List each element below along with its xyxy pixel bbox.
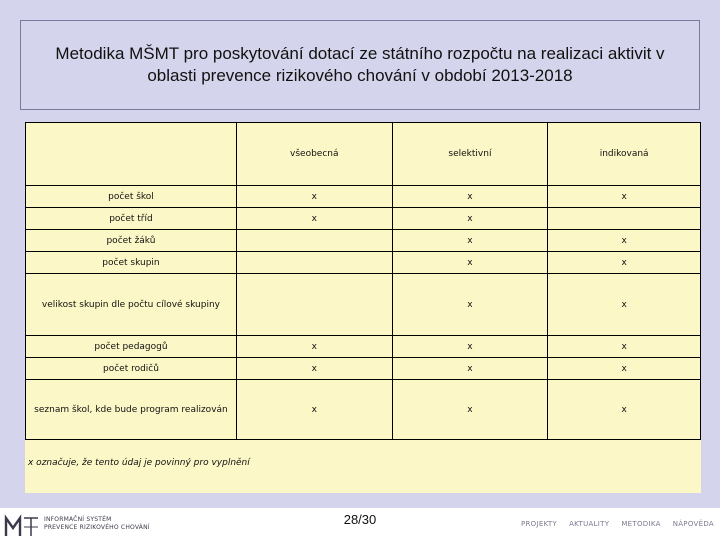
cell (548, 208, 701, 230)
msmt-logo-icon (4, 512, 40, 538)
cell: x (548, 274, 701, 336)
nav-link-projekty[interactable]: PROJEKTY (520, 520, 558, 528)
table-row (26, 380, 701, 440)
nav-link-aktuality[interactable]: AKTUALITY (569, 520, 610, 528)
table-row (26, 208, 701, 230)
header-cell-selektivni: selektivní (392, 123, 548, 186)
table-row (26, 274, 701, 336)
table-header-row (26, 123, 701, 186)
cell: x (548, 380, 701, 440)
header-cell-indikovana: indikovaná (548, 123, 701, 186)
cell: x (392, 358, 548, 380)
cell: x (392, 380, 548, 440)
table-row (26, 336, 701, 358)
cell: x (548, 358, 701, 380)
cell: x (236, 186, 392, 208)
cell: x (548, 230, 701, 252)
cell: x (548, 186, 701, 208)
cell: x (392, 336, 548, 358)
logo-text-line1: INFORMAČNÍ SYSTÉM (44, 516, 112, 523)
page-number: 28/30 (343, 512, 377, 527)
nav-link-napoveda[interactable]: NÁPOVĚDA (672, 520, 714, 528)
table-row (26, 252, 701, 274)
cell: x (392, 208, 548, 230)
cell: x (236, 358, 392, 380)
logo-text (44, 516, 150, 532)
cell (236, 274, 392, 336)
slide-title-box (20, 20, 700, 110)
row-label: seznam škol, kde bude program realizován (26, 380, 237, 440)
nav-link-metodika[interactable]: METODIKA (621, 520, 661, 528)
cell: x (392, 230, 548, 252)
cell (236, 230, 392, 252)
table-row (26, 186, 701, 208)
row-label: počet škol (26, 186, 237, 208)
data-table (25, 122, 701, 440)
cell: x (392, 274, 548, 336)
header-cell-vseobecna: všeobecná (236, 123, 392, 186)
cell: x (236, 336, 392, 358)
slide-title: Metodika MŠMT pro poskytování dotací ze státního rozpočtu na realizaci aktivit v oblasti prevence rizikového chování v období 2013-2018 (55, 44, 665, 85)
row-label: velikost skupin dle počtu cílové skupiny (26, 274, 237, 336)
cell: x (236, 380, 392, 440)
cell: x (548, 336, 701, 358)
cell: x (236, 208, 392, 230)
table-row (26, 358, 701, 380)
row-label: počet pedagogů (26, 336, 237, 358)
row-label: počet skupin (26, 252, 237, 274)
cell (236, 252, 392, 274)
cell: x (392, 252, 548, 274)
cell: x (548, 252, 701, 274)
header-cell-empty (26, 123, 237, 186)
footer-bar (0, 508, 720, 540)
cell: x (392, 186, 548, 208)
logo-text-line2: PREVENCE RIZIKOVÉHO CHOVÁNÍ (44, 524, 150, 531)
table-note: x označuje, že tento údaj je povinný pro vyplnění (28, 458, 250, 468)
footer-nav (521, 520, 714, 528)
row-label: počet rodičů (26, 358, 237, 380)
row-label: počet tříd (26, 208, 237, 230)
table-panel (25, 122, 701, 493)
table-row (26, 230, 701, 252)
row-label: počet žáků (26, 230, 237, 252)
